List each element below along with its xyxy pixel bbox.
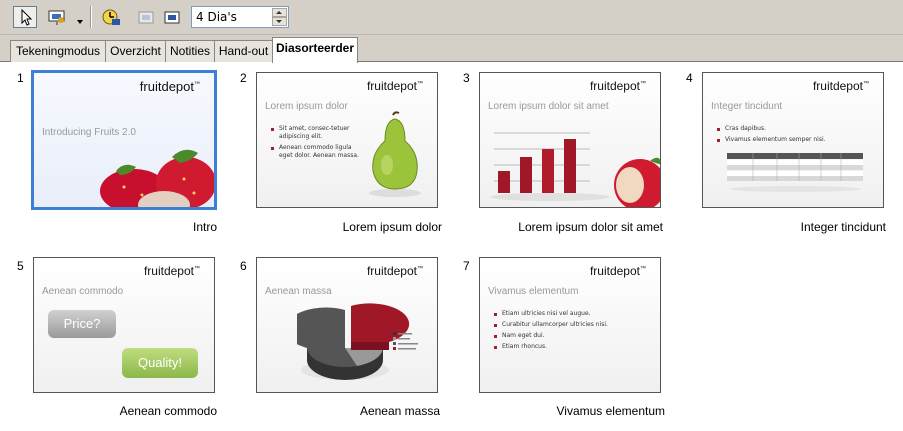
tab-hand-out[interactable]: Hand-out	[214, 40, 273, 62]
logo-text: fruitdepot	[366, 79, 417, 93]
bullet-item: Nam eget dui.	[494, 332, 654, 340]
logo-trademark: ™	[640, 81, 646, 87]
toolbar-separator	[90, 6, 92, 28]
logo-trademark: ™	[417, 266, 423, 272]
logo-trademark: ™	[194, 266, 200, 272]
pear-image	[363, 109, 427, 201]
bullet-item: Etiam rhoncus.	[494, 343, 654, 351]
quality-bubble: Quality!	[122, 348, 198, 378]
bullet-item: Aenean commodo ligula eget dolor. Aenean massa.	[271, 144, 359, 160]
fruitdepot-logo	[590, 264, 646, 278]
logo-text: fruitdepot	[143, 264, 194, 278]
bullet-item: Curabitur ullamcorper ultricies nisi.	[494, 321, 654, 329]
spin-down-icon[interactable]	[272, 17, 287, 26]
logo-text: fruitdepot	[366, 264, 417, 278]
slide-number: 5	[17, 259, 24, 273]
slide-thumbnail-7[interactable]	[479, 257, 661, 393]
slides-per-row-field[interactable]	[191, 6, 289, 28]
fruitdepot-logo	[367, 79, 423, 93]
slide-timer-icon[interactable]	[99, 6, 123, 28]
tab-notities[interactable]: Notities	[165, 40, 215, 62]
slide-sorter-pane	[0, 62, 903, 431]
slide-thumbnail-2[interactable]	[256, 72, 438, 208]
spin-buttons	[272, 8, 287, 26]
slide-caption: Lorem ipsum dolor sit amet	[518, 220, 663, 234]
slide-show-icon[interactable]	[45, 6, 69, 28]
bullet-item: Cras dapibus.	[717, 125, 877, 133]
slide-caption: Aenean massa	[359, 404, 440, 418]
slide-number: 1	[17, 71, 24, 85]
view-tabs	[0, 35, 903, 62]
logo-text: fruitdepot	[589, 264, 640, 278]
slide-caption: Aenean commodo	[119, 404, 217, 418]
bar-chart-image	[490, 113, 660, 207]
slide-thumbnail-4[interactable]	[702, 72, 884, 208]
bullet-item: Vivamus elementum semper nisi.	[717, 136, 877, 144]
logo-trademark: ™	[640, 266, 646, 272]
pie-chart-image	[297, 302, 433, 388]
fruitdepot-logo	[144, 264, 200, 278]
fruitdepot-logo	[813, 79, 869, 93]
fruitdepot-logo	[140, 79, 200, 94]
slide-caption: Intro	[192, 220, 217, 234]
slides-per-row-value: 4 Dia's	[196, 10, 237, 24]
slide-bullets	[271, 125, 359, 160]
select-pointer-icon[interactable]	[13, 6, 37, 28]
bullet-item: Etiam ultricies nisi vel augue.	[494, 310, 654, 318]
slide-number: 2	[240, 71, 247, 85]
tab-diasorteerder[interactable]: Diasorteerder	[272, 37, 358, 63]
slide-number: 3	[463, 71, 470, 85]
data-table-image	[727, 153, 863, 203]
tab-overzicht[interactable]: Overzicht	[105, 40, 166, 62]
slide-number: 4	[686, 71, 693, 85]
slide-thumbnail-3[interactable]	[479, 72, 661, 208]
slide-thumbnail-5[interactable]	[33, 257, 215, 393]
slide-bullets	[717, 125, 877, 144]
fruitdepot-logo	[367, 264, 423, 278]
logo-trademark: ™	[417, 81, 423, 87]
slide-caption: Lorem ipsum dolor	[342, 220, 442, 234]
slide-title: Integer tincidunt	[711, 101, 783, 112]
logo-trademark: ™	[863, 81, 869, 87]
slide-show-dropdown[interactable]	[75, 6, 85, 28]
strawberries-image	[94, 143, 215, 208]
slide-title: Lorem ipsum dolor	[265, 101, 348, 112]
slide-title: Introducing Fruits 2.0	[42, 127, 136, 138]
bullet-item: Sit amet, consec-tetuer adipiscing elit.	[271, 125, 359, 141]
slide-number: 7	[463, 259, 470, 273]
slide-title: Aenean commodo	[42, 286, 124, 297]
hide-slide-icon[interactable]	[160, 6, 184, 28]
logo-text: fruitdepot	[589, 79, 640, 93]
toolbar	[0, 0, 903, 35]
slide-caption: Integer tincidunt	[800, 220, 886, 234]
show-slide-icon[interactable]	[134, 6, 158, 28]
logo-text: fruitdepot	[139, 79, 194, 94]
tab-tekeningmodus[interactable]: Tekeningmodus	[10, 40, 106, 62]
slide-number: 6	[240, 259, 247, 273]
price-bubble: Price?	[48, 310, 116, 338]
spin-up-icon[interactable]	[272, 8, 287, 17]
slide-title: Vivamus elementum	[488, 286, 579, 297]
slide-bullets	[494, 310, 654, 351]
slide-title: Aenean massa	[265, 286, 332, 297]
logo-text: fruitdepot	[812, 79, 863, 93]
slide-caption: Vivamus elementum	[556, 404, 665, 418]
fruitdepot-logo	[590, 79, 646, 93]
slide-thumbnail-6[interactable]	[256, 257, 438, 393]
slide-thumbnail-1[interactable]	[33, 72, 215, 208]
slide-title: Lorem ipsum dolor sit amet	[488, 101, 609, 112]
logo-trademark: ™	[194, 81, 200, 88]
